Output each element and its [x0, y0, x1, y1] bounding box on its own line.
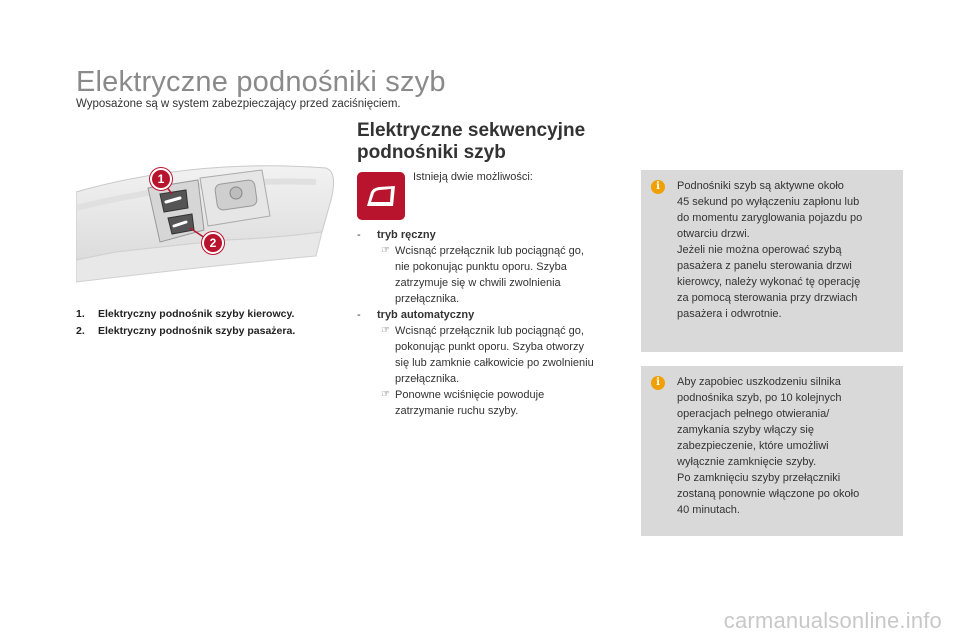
caption-number: 1. [76, 308, 85, 320]
dash-bullet: - [357, 309, 361, 321]
caption-text: Elektryczny podnośnik szyby kierowcy. [98, 308, 295, 320]
pointing-hand-icon: ☞ [381, 389, 390, 400]
callout-badge-1: 1 [150, 168, 172, 190]
pointing-hand-icon: ☞ [381, 325, 390, 336]
switch-pictogram-icon [357, 172, 405, 220]
info-box-activation [641, 170, 903, 352]
intro-text: Istnieją dwie możliwości: [413, 171, 533, 183]
info-icon: i [651, 376, 665, 390]
info-text: Aby zapobiec uszkodzeniu silnika podnośnika szyb, po 10 kolejnych operacjach pełnego otwierania/ zamykania szyby włączy się zabezpieczenie, które umożliwi wyłącznie zamknięcie szyby. Po zamknięciu szyby przełączniki zostaną ponownie włączone po około 40 minutach. [677, 376, 860, 516]
caption-text: Elektryczny podnośnik szyby pasażera. [98, 325, 296, 337]
step-text: Wcisnąć przełącznik lub pociągnąć go, nie pokonując punktu oporu. Szyba zatrzymuje się w chwili zwolnienia przełącznika. [395, 245, 584, 305]
mode-title: tryb automatyczny [377, 309, 475, 321]
info-icon: i [651, 180, 665, 194]
dash-bullet: - [357, 229, 361, 241]
callout-badge-2: 2 [202, 232, 224, 254]
window-switch-illustration [76, 160, 338, 296]
caption-number: 2. [76, 325, 85, 337]
watermark: carmanualsonline.info [723, 608, 942, 633]
caption-item [76, 323, 295, 340]
figure-captions [76, 306, 295, 340]
page-title: Elektryczne podnośniki szyb [76, 66, 446, 98]
step-text: Ponowne wciśnięcie powoduje zatrzymanie ruchu szyby. [395, 389, 545, 417]
mode-heading [357, 227, 627, 243]
mode-item [357, 307, 627, 419]
mode-item [357, 227, 627, 307]
caption-item [76, 306, 295, 323]
step-item [357, 323, 627, 387]
section-heading: Elektryczne sekwencyjne podnośniki szyb [357, 120, 586, 163]
mode-title: tryb ręczny [377, 229, 436, 241]
pointing-hand-icon: ☞ [381, 245, 390, 256]
door-panel-drawing [76, 160, 338, 296]
window-switch-icon [357, 172, 405, 220]
step-item [357, 387, 627, 419]
info-text: Podnośniki szyb są aktywne około 45 sekund po wyłączeniu zapłonu lub do momentu zaryglowania pojazdu po otwarciu drzwi. Jeżeli nie można operować szybą pasażera z panelu sterowania drzwi kierowcy, należy wykonać tę operację za pomocą sterowania przy drzwiach pasażera i odwrotnie. [677, 180, 863, 320]
info-box-protection [641, 366, 903, 536]
modes-list [357, 227, 627, 419]
page-subtitle: Wyposażone są w system zabezpieczający przed zaciśnięciem. [76, 98, 401, 110]
mode-heading [357, 307, 627, 323]
step-item [357, 243, 627, 307]
step-text: Wcisnąć przełącznik lub pociągnąć go, pokonując punkt oporu. Szyba otworzy się lub zamknie całkowicie po zwolnieniu przełącznika. [395, 325, 594, 385]
